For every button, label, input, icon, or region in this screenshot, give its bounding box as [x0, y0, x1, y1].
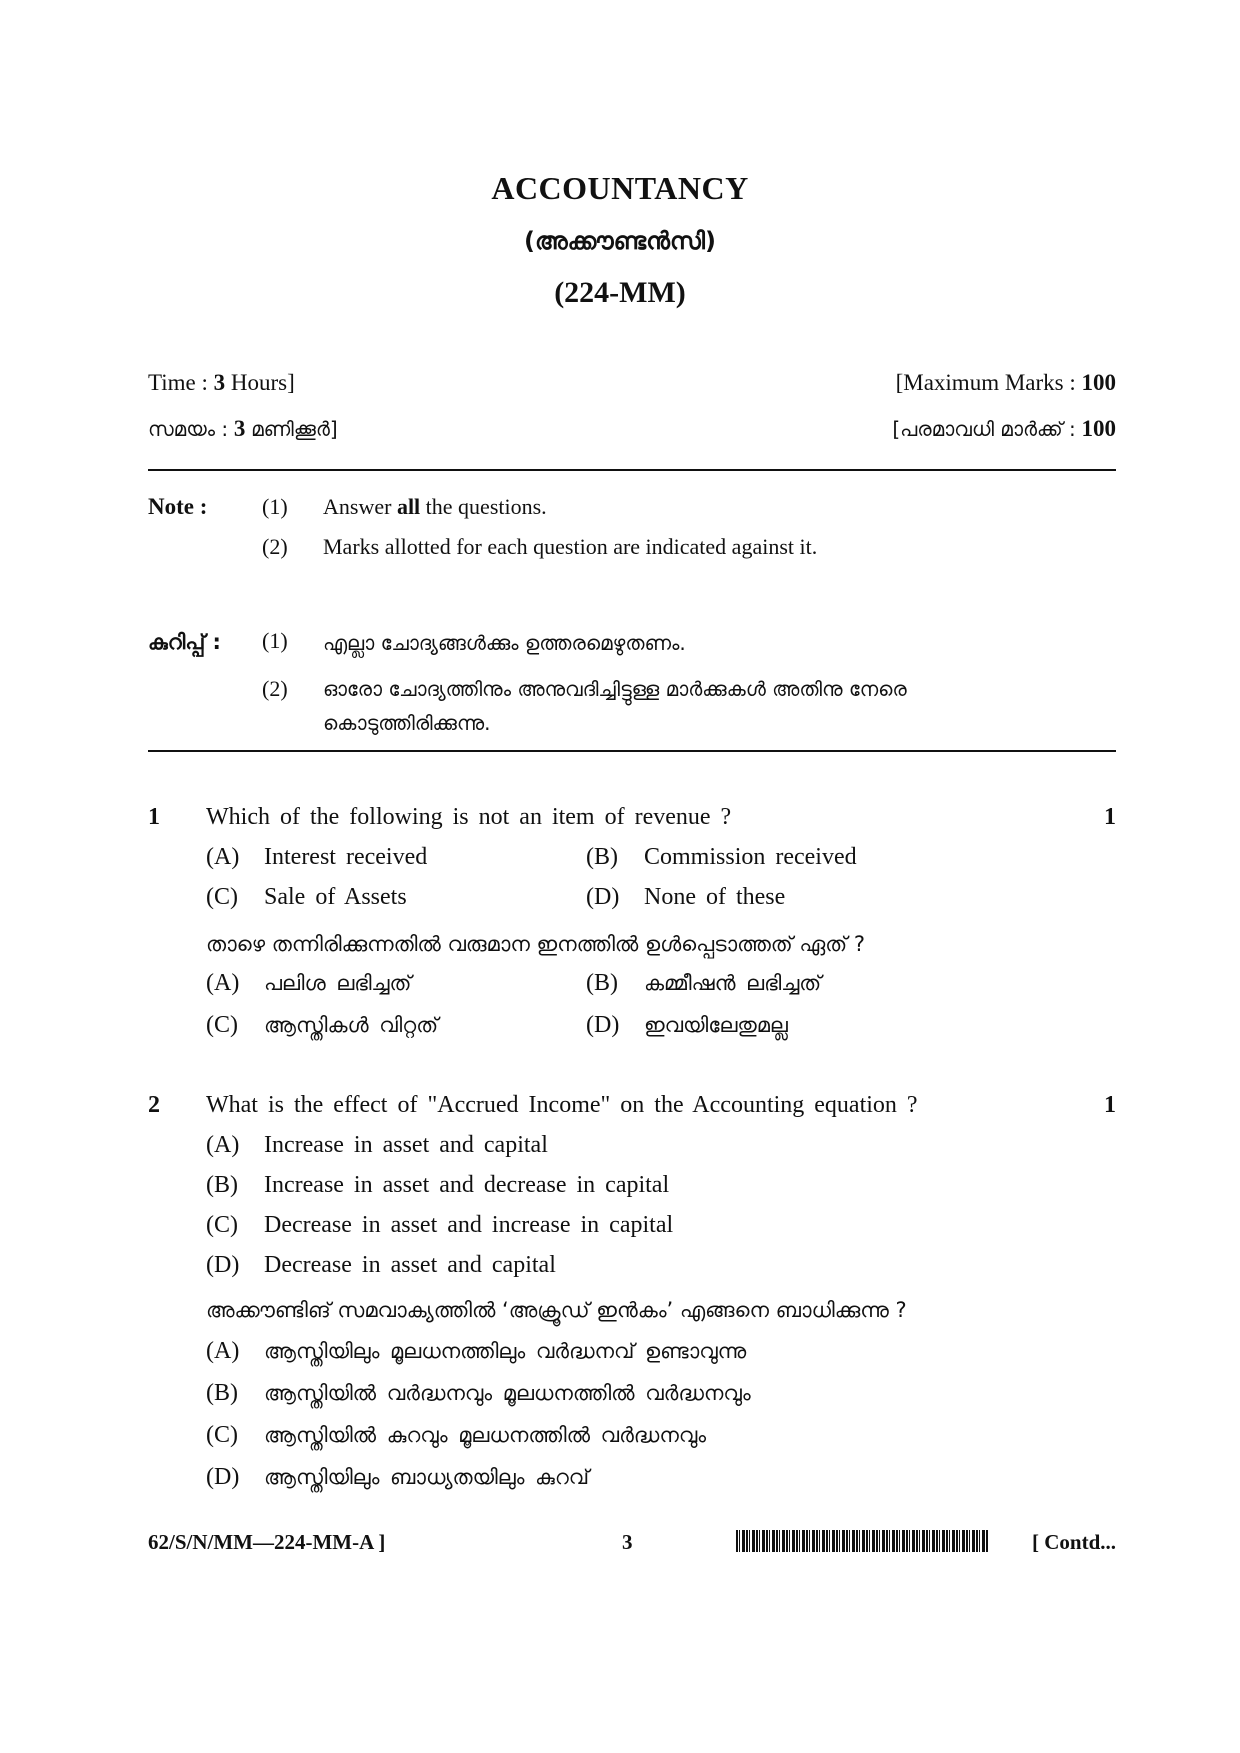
time-info-ml	[148, 416, 338, 442]
q2-option-b	[206, 1172, 669, 1199]
q2-option-b-text: Increase in asset and decrease in capital	[264, 1172, 670, 1198]
q2-ml-option-c-text: ആസ്തിയിൽ കുറവും മൂലധനത്തിൽ വർദ്ധനവും	[264, 1423, 707, 1447]
time-value-ml: 3	[233, 416, 246, 441]
note-1-text	[323, 490, 1103, 524]
q2-ml-option-c-label: (C)	[206, 1422, 238, 1448]
barcode-icon	[736, 1530, 988, 1552]
marks-label-ml: [പരമാവധി മാർക്ക് :	[892, 417, 1076, 441]
q2-option-a-text: Increase in asset and capital	[264, 1132, 548, 1158]
q1-ml-option-d	[586, 1012, 788, 1039]
time-value: 3	[213, 370, 226, 395]
q2-ml-option-b	[206, 1380, 751, 1407]
note-label: Note :	[148, 494, 208, 519]
q2-ml-option-a-label: (A)	[206, 1338, 240, 1364]
q1-option-a	[206, 844, 427, 871]
question-2-number: 2	[148, 1092, 160, 1118]
q2-ml-option-d-text: ആസ്തിയിലും ബാധ്യതയിലും കുറവ്	[264, 1465, 590, 1489]
q1-option-c-label: (C)	[206, 884, 238, 910]
page-subtitle	[0, 226, 1240, 256]
note-ml-1-text: എല്ലാ ചോദ്യങ്ങൾക്കും ഉത്തരമെഴുതണം.	[323, 631, 686, 655]
note-2-text: Marks allotted for each question are indicated against it.	[323, 534, 818, 559]
q1-option-b-label: (B)	[586, 844, 618, 870]
page-number: 3	[622, 1530, 633, 1554]
q1-option-c-text: Sale of Assets	[264, 884, 407, 910]
page-title: ACCOUNTANCY	[491, 170, 749, 206]
marks-info	[896, 370, 1116, 396]
q1-option-a-text: Interest received	[264, 844, 428, 870]
q2-ml-option-b-label: (B)	[206, 1380, 238, 1406]
note-1-post: the questions.	[420, 494, 547, 519]
q1-ml-option-c	[206, 1012, 438, 1039]
q1-option-d-text: None of these	[644, 884, 786, 910]
note-2-num: (2)	[262, 534, 288, 559]
q1-ml-option-d-text: ഇവയിലേതുമല്ല	[644, 1013, 788, 1037]
q2-option-d	[206, 1252, 556, 1279]
time-info	[148, 370, 295, 396]
q2-ml-option-d	[206, 1464, 589, 1491]
marks-value: 100	[1081, 370, 1116, 395]
q1-ml-option-c-text: ആസ്തികൾ വിറ്റത്	[264, 1013, 439, 1037]
note-1-pre: Answer	[323, 494, 397, 519]
q2-option-d-label: (D)	[206, 1252, 240, 1278]
q1-ml-option-b-label: (B)	[586, 970, 618, 996]
q2-ml-option-a-text: ആസ്തിയിലും മൂലധനത്തിലും വർദ്ധനവ് ഉണ്ടാവുന്നു	[264, 1339, 747, 1363]
q1-ml-option-a-label: (A)	[206, 970, 240, 996]
q1-ml-option-d-label: (D)	[586, 1012, 620, 1038]
question-2-text-ml: അക്കൗണ്ടിങ് സമവാക്യത്തിൽ ‘അക്രൂഡ് ഇൻകം’ എങ്ങനെ ബാധിക്കുന്നു ?	[206, 1298, 907, 1322]
note-label-ml: കുറിപ്പ് :	[148, 630, 221, 654]
q1-ml-option-a	[206, 970, 411, 997]
q2-option-c	[206, 1212, 673, 1239]
marks-value-ml: 100	[1081, 416, 1116, 441]
marks-label: [Maximum Marks :	[895, 370, 1076, 395]
note-ml-2-text: ഓരോ ചോദ്യത്തിനും അനുവദിച്ചിട്ടുള്ള മാർക്കുകൾ അതിനു നേരെ കൊടുത്തിരിക്കുന്നു.	[323, 677, 907, 735]
q1-ml-option-a-text: പലിശ ലഭിച്ചത്	[264, 971, 412, 995]
subject-code: (224-MM)	[554, 276, 686, 309]
q2-option-d-text: Decrease in asset and capital	[264, 1252, 556, 1278]
divider-bottom	[148, 750, 1116, 752]
question-2-marks: 1	[1104, 1092, 1116, 1118]
note-1-num: (1)	[262, 494, 288, 519]
q2-ml-option-c	[206, 1422, 706, 1449]
q2-option-c-text: Decrease in asset and increase in capital	[264, 1212, 674, 1238]
time-unit-ml: മണിക്കൂർ]	[251, 417, 338, 441]
q1-option-d	[586, 884, 785, 911]
q2-ml-option-b-text: ആസ്തിയിൽ വർദ്ധനവും മൂലധനത്തിൽ വർദ്ധനവും	[264, 1381, 751, 1405]
q2-ml-option-a	[206, 1338, 746, 1365]
divider-top	[148, 469, 1116, 471]
q1-ml-option-b	[586, 970, 821, 997]
footer-code: 62/S/N/MM—224-MM-A ]	[148, 1530, 386, 1554]
question-1-marks: 1	[1104, 804, 1116, 830]
q1-ml-option-b-text: കമ്മീഷൻ ലഭിച്ചത്	[644, 971, 822, 995]
contd-label: [ Contd...	[1031, 1530, 1116, 1554]
question-1-number: 1	[148, 804, 160, 830]
subtitle-text: (അക്കൗണ്ടൻസി)	[524, 227, 716, 255]
q2-option-c-label: (C)	[206, 1212, 238, 1238]
q1-option-a-label: (A)	[206, 844, 240, 870]
question-1-text: Which of the following is not an item of revenue ?	[206, 804, 732, 830]
question-2-text: What is the effect of "Accrued Income" on the Accounting equation ?	[206, 1092, 918, 1118]
question-1-text-ml: താഴെ തന്നിരിക്കുന്നതിൽ വരുമാന ഇനത്തിൽ ഉൾപ്പെടാത്തത് ഏത് ?	[206, 932, 865, 956]
q2-option-a	[206, 1132, 548, 1159]
q2-option-a-label: (A)	[206, 1132, 240, 1158]
q1-option-b	[586, 844, 857, 871]
q1-option-d-label: (D)	[586, 884, 620, 910]
q2-ml-option-d-label: (D)	[206, 1464, 240, 1490]
q2-option-b-label: (B)	[206, 1172, 238, 1198]
time-label: Time :	[148, 370, 208, 395]
time-label-ml: സമയം :	[148, 417, 229, 441]
q1-ml-option-c-label: (C)	[206, 1012, 238, 1038]
time-unit: Hours]	[230, 370, 295, 395]
note-ml-1-num: (1)	[262, 628, 288, 653]
q1-option-c	[206, 884, 407, 911]
marks-info-ml	[892, 416, 1116, 442]
q1-option-b-text: Commission received	[644, 844, 857, 870]
note-ml-2-num: (2)	[262, 676, 288, 701]
note-1-bold: all	[396, 494, 421, 519]
